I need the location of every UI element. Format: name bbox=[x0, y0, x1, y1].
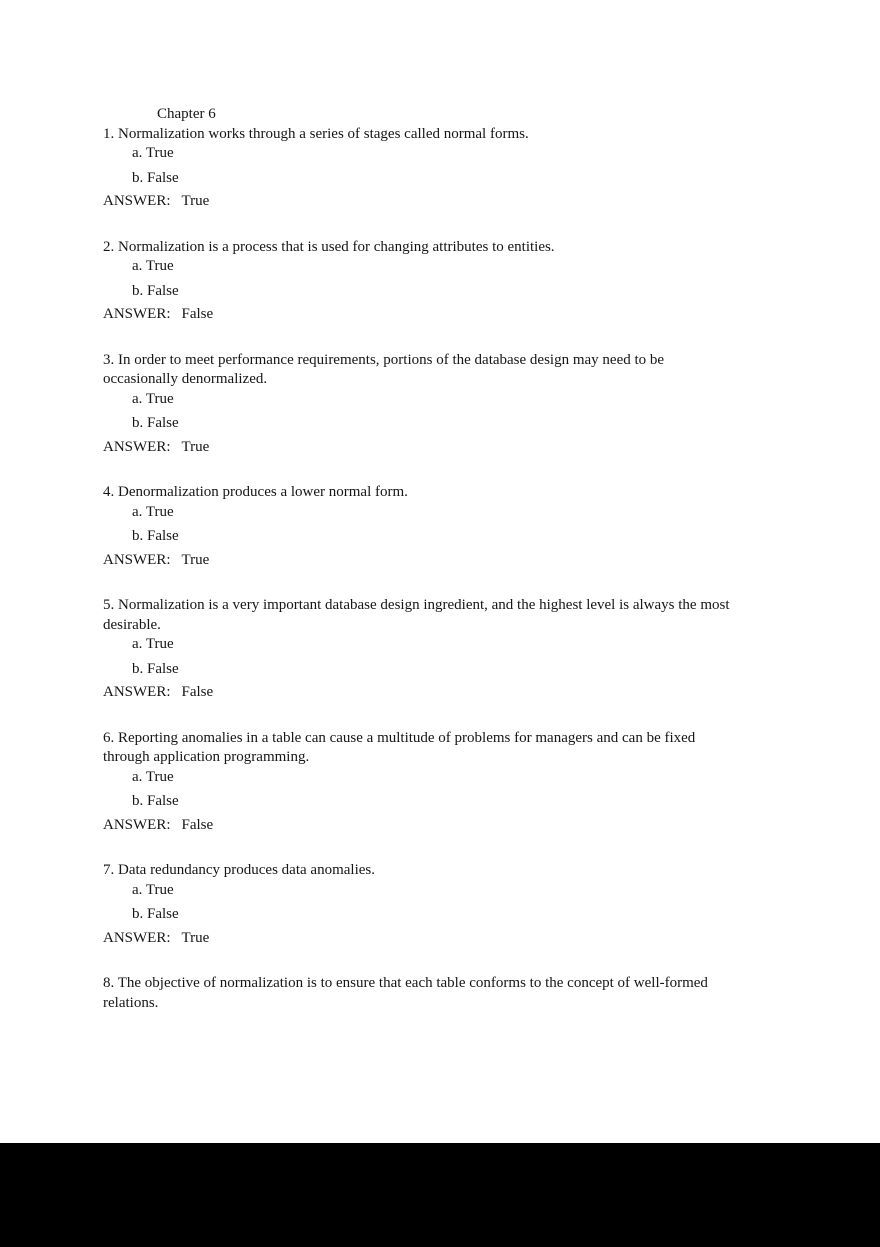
option-a: a. True bbox=[132, 636, 174, 652]
option-a: a. True bbox=[132, 390, 174, 407]
question-1 bbox=[103, 125, 783, 212]
question-text-line: 6. Reporting anomalies in a table can cause a multitude of problems for managers and can be fixed bbox=[103, 729, 696, 746]
answer-value: False bbox=[181, 306, 214, 322]
option-a: a. True bbox=[132, 768, 174, 785]
answer-line bbox=[103, 438, 783, 458]
question-text-line: 3. In order to meet performance requirements, portions of the database design may need to be bbox=[103, 351, 665, 368]
question-3 bbox=[103, 351, 783, 458]
answer-label: ANSWER: bbox=[103, 193, 171, 209]
option-b: b. False bbox=[132, 906, 179, 922]
question-text-line: 1. Normalization works through a series of stages called normal forms. bbox=[103, 125, 529, 142]
answer-label: ANSWER: bbox=[103, 551, 171, 568]
option-b: b. False bbox=[132, 793, 179, 809]
question-list bbox=[103, 125, 783, 1014]
question-6 bbox=[103, 729, 783, 836]
answer-line bbox=[103, 192, 783, 212]
option-b: b. False bbox=[132, 415, 179, 431]
answer-line bbox=[103, 929, 783, 949]
chapter-title: Chapter 6 bbox=[157, 106, 216, 122]
answer-value: True bbox=[181, 929, 210, 946]
option-b: b. False bbox=[132, 660, 179, 677]
answer-label: ANSWER: bbox=[103, 929, 171, 946]
question-text-line: 2. Normalization is a process that is used for changing attributes to entities. bbox=[103, 238, 555, 255]
answer-line bbox=[103, 683, 783, 703]
answer-value: True bbox=[181, 551, 210, 568]
question-text-line: 4. Denormalization produces a lower normal form. bbox=[103, 484, 408, 500]
option-b: b. False bbox=[132, 282, 179, 299]
question-text-line: relations. bbox=[103, 994, 159, 1011]
answer-value: True bbox=[181, 438, 210, 455]
question-2 bbox=[103, 238, 783, 325]
answer-label: ANSWER: bbox=[103, 306, 171, 322]
option-b: b. False bbox=[132, 169, 179, 186]
answer-label: ANSWER: bbox=[103, 438, 171, 455]
letterbox-bottom bbox=[0, 1143, 880, 1247]
option-a: a. True bbox=[132, 145, 174, 161]
question-7 bbox=[103, 861, 783, 948]
question-text-line: 5. Normalization is a very important database design ingredient, and the highest level is always the most bbox=[103, 597, 730, 613]
option-a: a. True bbox=[132, 258, 174, 274]
question-text-line: desirable. bbox=[103, 616, 161, 633]
answer-label: ANSWER: bbox=[103, 816, 171, 833]
option-a: a. True bbox=[132, 503, 174, 520]
answer-line bbox=[103, 816, 783, 836]
question-4 bbox=[103, 483, 783, 570]
question-text-line: through application programming. bbox=[103, 749, 310, 765]
question-text-line: occasionally denormalized. bbox=[103, 371, 268, 387]
answer-value: False bbox=[181, 684, 214, 700]
answer-line bbox=[103, 551, 783, 571]
option-a: a. True bbox=[132, 881, 174, 898]
question-5 bbox=[103, 596, 783, 703]
question-text-line: 8. The objective of normalization is to ensure that each table conforms to the concept of well-formed bbox=[103, 975, 708, 991]
question-8 bbox=[103, 974, 783, 1013]
answer-line bbox=[103, 305, 783, 325]
answer-label: ANSWER: bbox=[103, 684, 171, 700]
option-b: b. False bbox=[132, 528, 179, 544]
document-page bbox=[103, 105, 783, 1013]
answer-value: True bbox=[181, 193, 210, 209]
question-text-line: 7. Data redundancy produces data anomalies. bbox=[103, 862, 375, 878]
answer-value: False bbox=[181, 816, 214, 833]
